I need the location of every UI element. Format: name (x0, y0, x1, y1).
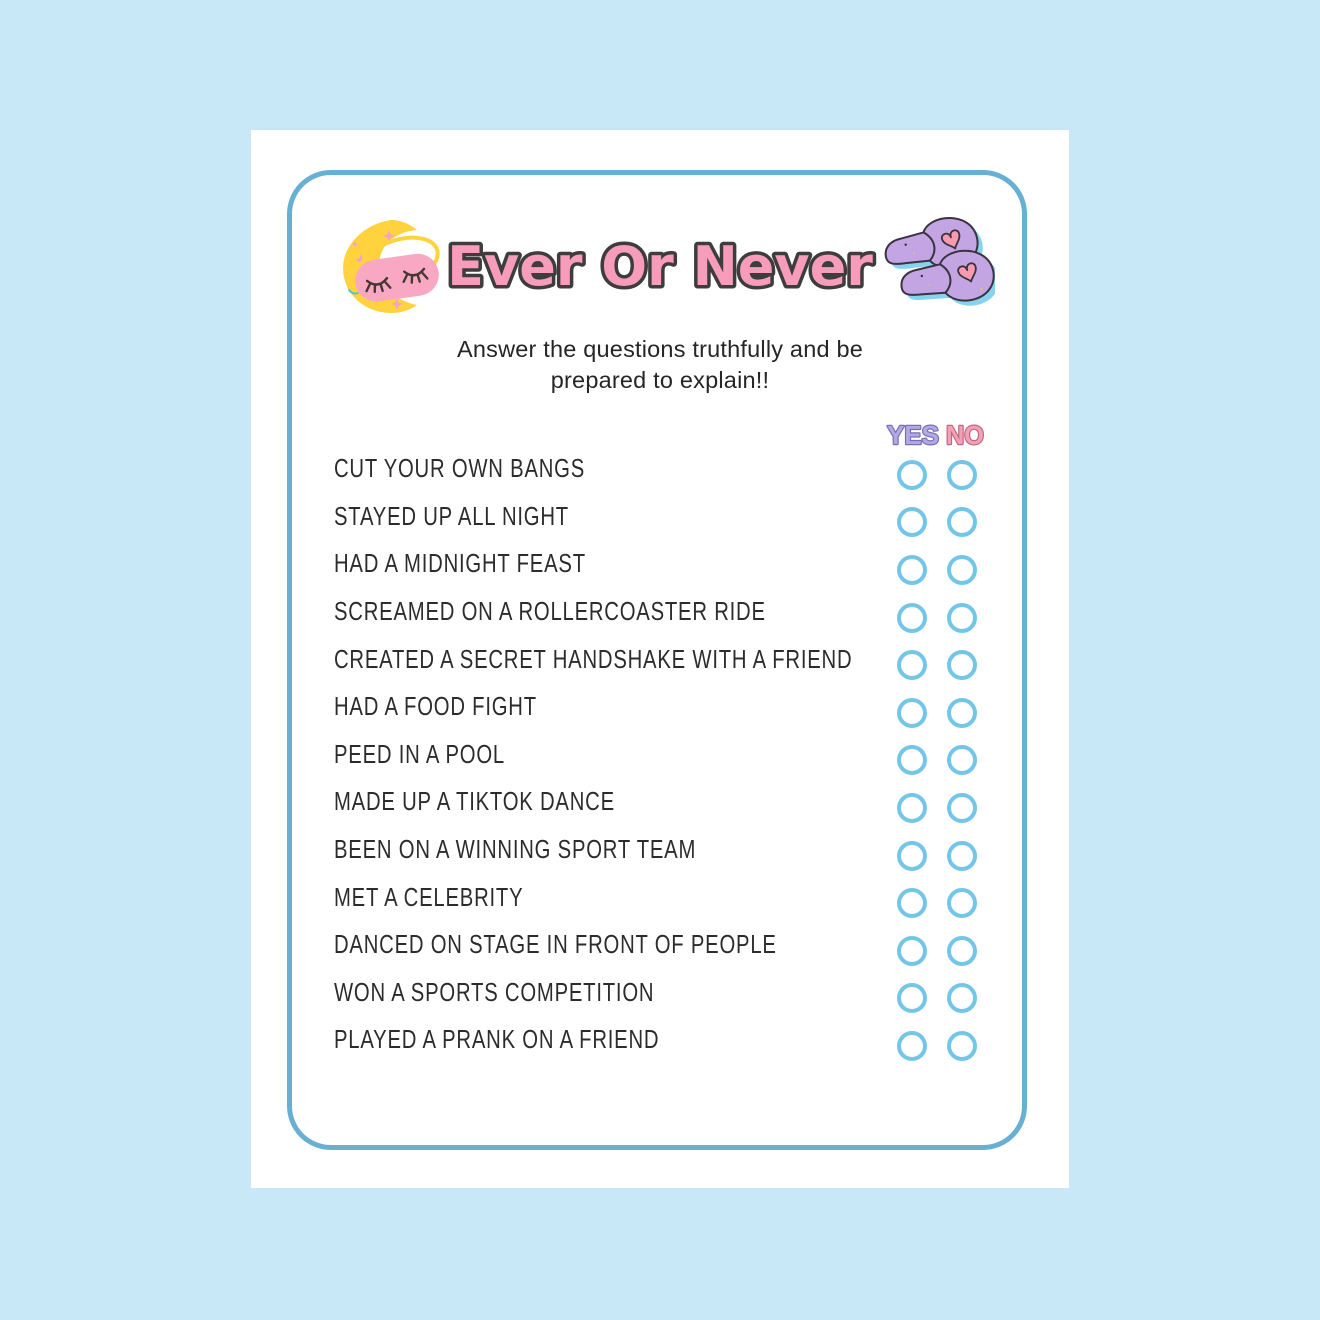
answer-circles (897, 460, 977, 490)
page-title-graphic (447, 222, 873, 312)
question-label: MET A CELEBRITY (334, 881, 524, 912)
yes-circle[interactable] (897, 698, 927, 728)
yes-circle[interactable] (897, 793, 927, 823)
yes-circle[interactable] (897, 936, 927, 966)
question-label: MADE UP A TIKTOK DANCE (334, 786, 615, 817)
question-label: CREATED A SECRET HANDSHAKE WITH A FRIEND (334, 643, 853, 674)
no-circle[interactable] (947, 698, 977, 728)
yes-circle[interactable] (897, 650, 927, 680)
page-title: Ever Or Never (447, 235, 873, 298)
game-sheet-paper (251, 130, 1069, 1188)
no-circle[interactable] (947, 841, 977, 871)
question-label: WON A SPORTS COMPETITION (334, 976, 655, 1007)
question-row (334, 445, 1014, 493)
question-row (334, 826, 1014, 874)
question-label: SCREAMED ON A ROLLERCOASTER RIDE (334, 596, 766, 627)
answer-circles (897, 793, 977, 823)
question-row (334, 731, 1014, 779)
question-row (334, 635, 1014, 683)
question-row (334, 1016, 1014, 1064)
no-column-header: NO (946, 420, 984, 450)
question-row (334, 493, 1014, 541)
yes-circle[interactable] (897, 555, 927, 585)
no-circle[interactable] (947, 983, 977, 1013)
yes-circle[interactable] (897, 745, 927, 775)
question-label: PEED IN A POOL (334, 738, 505, 769)
question-row (334, 588, 1014, 636)
no-circle[interactable] (947, 603, 977, 633)
yes-circle[interactable] (897, 1031, 927, 1061)
question-row (334, 683, 1014, 731)
moon-sleep-mask-icon (337, 214, 447, 319)
answer-circles (897, 555, 977, 585)
no-circle[interactable] (947, 650, 977, 680)
question-label: CUT YOUR OWN BANGS (334, 453, 586, 484)
answer-circles (897, 698, 977, 728)
question-label: STAYED UP ALL NIGHT (334, 500, 569, 531)
no-circle[interactable] (947, 745, 977, 775)
no-circle[interactable] (947, 793, 977, 823)
question-row (334, 540, 1014, 588)
answer-circles (897, 841, 977, 871)
answer-circles (897, 603, 977, 633)
yes-circle[interactable] (897, 983, 927, 1013)
no-circle[interactable] (947, 888, 977, 918)
yes-circle[interactable] (897, 888, 927, 918)
answer-circles (897, 650, 977, 680)
question-row (334, 969, 1014, 1017)
instructions-text: Answer the questions truthfully and be prepared to explain!! (456, 336, 864, 393)
yes-circle[interactable] (897, 603, 927, 633)
question-label: DANCED ON STAGE IN FRONT OF PEOPLE (334, 929, 777, 960)
answer-circles (897, 936, 977, 966)
question-list (334, 445, 1014, 1064)
question-label: PLAYED A PRANK ON A FRIEND (334, 1024, 660, 1055)
no-circle[interactable] (947, 936, 977, 966)
answer-circles (897, 983, 977, 1013)
yes-circle[interactable] (897, 507, 927, 537)
question-row (334, 921, 1014, 969)
no-circle[interactable] (947, 555, 977, 585)
yes-circle[interactable] (897, 841, 927, 871)
no-circle[interactable] (947, 507, 977, 537)
no-circle[interactable] (947, 460, 977, 490)
question-label: BEEN ON A WINNING SPORT TEAM (334, 834, 697, 865)
yes-circle[interactable] (897, 460, 927, 490)
question-label: HAD A MIDNIGHT FEAST (334, 548, 586, 579)
answer-circles (897, 745, 977, 775)
question-row (334, 873, 1014, 921)
question-row (334, 778, 1014, 826)
no-circle[interactable] (947, 1031, 977, 1061)
question-label: HAD A FOOD FIGHT (334, 691, 537, 722)
yes-column-header: YES (887, 420, 939, 450)
answer-circles (897, 888, 977, 918)
answer-circles (897, 1031, 977, 1061)
slippers-icon (877, 208, 995, 314)
answer-circles (897, 507, 977, 537)
